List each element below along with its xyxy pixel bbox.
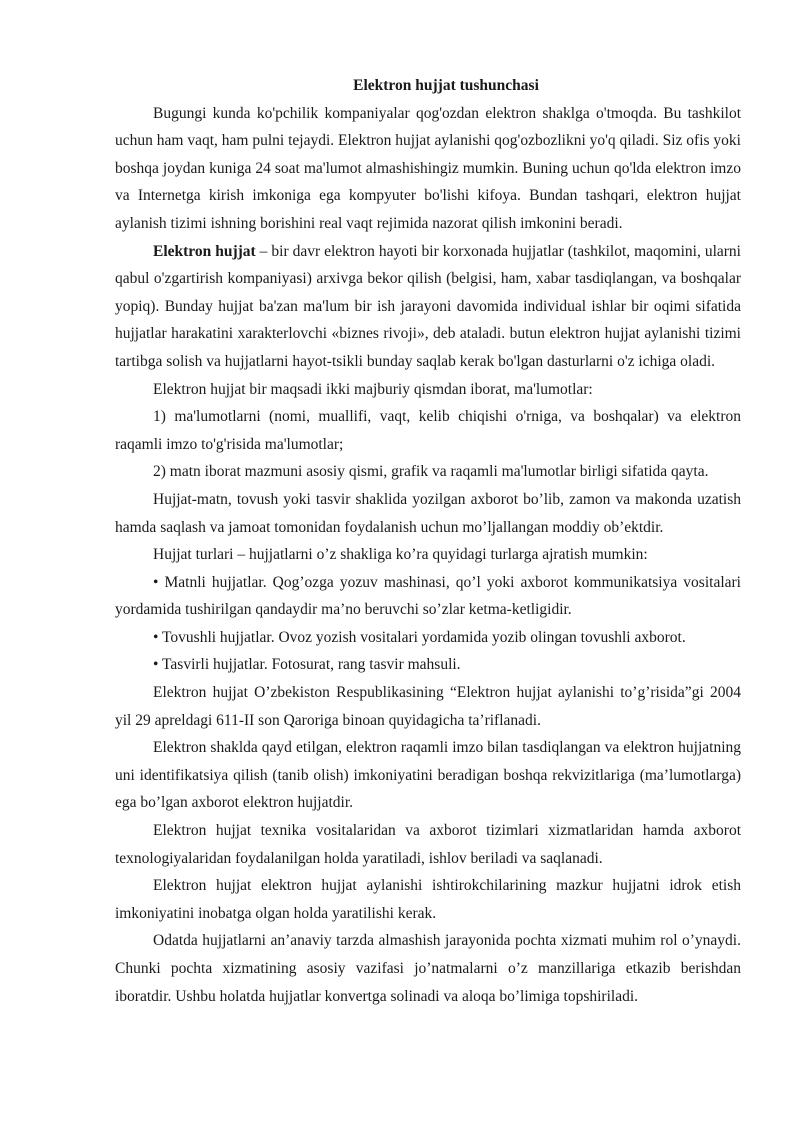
list-item-image-documents: • Tasvirli hujjatlar. Fotosurat, rang tasvir mahsuli.: [153, 656, 461, 674]
document-title: Elektron hujjat tushunchasi: [353, 77, 539, 94]
paragraph-law-reference: Elektron hujjat O’zbekiston Respublikasining “Elektron hujjat aylanishi to’g’risida”gi 2004 yil 29 apreldagi 611-II son Qaroriga binoan quyidagicha ta’riflanadi.: [115, 684, 741, 729]
paragraph-definition: [115, 238, 741, 376]
paragraph-participants: Elektron hujjat elektron hujjat aylanishi ishtirokchilarining mazkur hujjatni idrok etish imkoniyatini inobatga olgan holda yaratilishi kerak.: [115, 877, 741, 922]
list-item-sound-documents: • Tovushli hujjatlar. Ovoz yozish vositalari yordamida yozib olingan tovushli axborot.: [153, 628, 686, 646]
paragraph-intro: Bugungi kunda ko'pchilik kompaniyalar qog'ozdan elektron shaklga o'tmoqda. Bu tashkilot uchun ham vaqt, ham pulni tejaydi. Elektron hujjat aylanishi qog'ozbozlikni yo'q qiladi. Siz ofis yoki boshqa joydan kuniga 24 soat ma'lumot almashishingiz mumkin. Buning uchun qo'lda elektron imzo va Internetga kirish imkoniga ega kompyuter bo'lishi kifoya. Bundan tashqari, elektron hujjat aylanish tizimi ishning borishini real vaqt rejimida nazorat qilish imkonini beradi.: [115, 104, 741, 232]
paragraph-postal-service: Odatda hujjatlarni an’anaviy tarzda almashish jarayonida pochta xizmati muhim rol o’ynaydi. Chunki pochta xizmatining asosiy vazifasi jo’natmalarni o’z manzillariga etkazib berishdan iboratdir. Ushbu holatda hujjatlar konvertga solinadi va aloqa bo’limiga topshiriladi.: [115, 932, 741, 1005]
definition-text: – bir davr elektron hayoti bir korxonada hujjatlar (tashkilot, maqomini, ularni qabul o'zgartirish kompaniyasi) arxivga bekor qilish (belgisi, ham, xabar tasdiqlangan, va boshqalar yopiq). Bunday hujjat ba'zan ma'lum bir ish jarayoni davomida individual ishlar bir oqimi sifatida hujjatlar harakatini xarakterlovchi «biznes rivoji», deb ataladi. butun elektron hujjat aylanishi tizimi tartibga solish va hujjatlarni hayot-tsikli bunday saqlab kerak bo'lgan dasturlarni o'z ichiga oladi.: [115, 242, 741, 370]
paragraph-part-1: 1) ma'lumotlarni (nomi, muallifi, vaqt, kelib chiqishi o'rniga, va boshqalar) va elektron raqamli imzo to'g'risida ma'lumotlar;: [115, 408, 741, 453]
paragraph-legal-definition: Elektron shaklda qayd etilgan, elektron raqamli imzo bilan tasdiqlangan va elektron hujjatning uni identifikatsiya qilish (tanib olish) imkoniyatini beradigan boshqa rekvizitlariga (ma’lumotlarga) ega bo’lgan axborot elektron hujjatdir.: [115, 739, 741, 812]
paragraph-parts: Elektron hujjat bir maqsadi ikki majburiy qismdan iborat, ma'lumotlar:: [153, 380, 593, 398]
paragraph-document-definition: Hujjat-matn, tovush yoki tasvir shaklida yozilgan axborot bo’lib, zamon va makonda uzatish hamda saqlash va jamoat tomonidan foydalanish uchun mo’ljallangan moddiy ob’ektdir.: [115, 490, 741, 536]
paragraph-creation: Elektron hujjat texnika vositalaridan va axborot tizimlari xizmatlaridan hamda axborot texnologiyalaridan foydalanilgan holda yaratiladi, ishlov beriladi va saqlanadi.: [115, 822, 741, 867]
paragraph-document-types: Hujjat turlari – hujjatlarni o’z shakliga ko’ra quyidagi turlarga ajratish mumkin:: [153, 546, 648, 564]
paragraph-part-2: 2) matn iborat mazmuni asosiy qismi, grafik va raqamli ma'lumotlar birligi sifatida qayta.: [153, 463, 709, 481]
definition-term: Elektron hujjat: [153, 242, 256, 260]
list-item-text-documents: • Matnli hujjatlar. Qog’ozga yozuv mashinasi, qo’l yoki axborot kommunikatsiya vositalari yordamida tushirilgan qandaydir ma’no beruvchi so’zlar ketma-ketligidir.: [115, 573, 741, 619]
document-page: [115, 72, 741, 1010]
